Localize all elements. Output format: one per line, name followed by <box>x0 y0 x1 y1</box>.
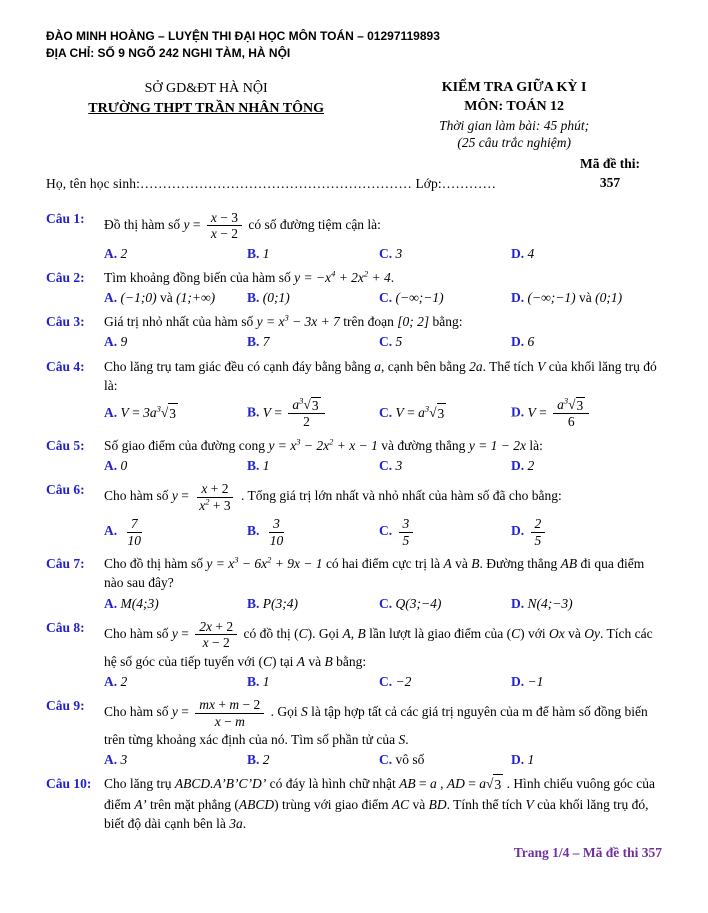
option-letter: D. <box>511 752 525 768</box>
option-letter: A. <box>104 245 118 261</box>
option-letter: D. <box>511 523 525 539</box>
question-options <box>104 332 662 351</box>
question-body <box>104 480 662 549</box>
question <box>46 312 662 351</box>
student-name-dots: …………………………………………………… <box>139 175 412 191</box>
option-value: P(3;4) <box>262 595 298 611</box>
exam-code: 357 <box>599 175 621 191</box>
radical-sign: √ <box>486 776 494 792</box>
option-b <box>247 594 379 613</box>
option-letter: C. <box>379 405 393 421</box>
question-text: Đồ thị hàm số y = $\frac{x - 3}{x - 2}$ có số đường tiệm cận là: <box>104 209 381 242</box>
question-number: Câu 4: <box>46 358 85 374</box>
option-b <box>247 456 379 475</box>
option-a <box>104 403 247 423</box>
question-text: Cho hàm số y = $\frac{x + 2}{x^2 + 3}$ . Tổng giá trị lớn nhất và nhỏ nhất của hàm số đã cho bằng: <box>104 481 562 513</box>
option-value: (0;1) <box>262 290 290 306</box>
coach-line-1: ĐÀO MINH HOÀNG – LUYỆN THI ĐẠI HỌC MÔN TOÁN – 01297119893 <box>46 29 440 43</box>
superscript: 3 <box>284 312 289 323</box>
radical-sign: √ <box>429 405 437 421</box>
fraction: $\frac{3}{5}$ <box>399 516 414 548</box>
superscript: 3 <box>563 395 569 406</box>
option-d <box>511 750 662 769</box>
student-name-line <box>46 174 558 193</box>
option-value: 6 <box>527 334 535 350</box>
option-value: (−1;0) và (1;+∞) <box>120 290 216 306</box>
question <box>46 696 662 769</box>
option-d <box>511 332 662 351</box>
option-value: 3 <box>120 752 128 768</box>
option-letter: C. <box>379 290 393 306</box>
option-letter: D. <box>511 458 525 474</box>
question-number: Câu 10: <box>46 776 92 792</box>
option-letter: C. <box>379 673 393 689</box>
option-b <box>247 396 379 431</box>
question <box>46 480 662 549</box>
exam-title: KIỂM TRA GIỮA KỲ I <box>441 79 587 95</box>
question-text: Cho hàm số y = $\frac{2x + 2}{x - 2}$ có đồ thị (C). Gọi A, B lần lượt là giao điểm của (C) với Ox và Oy. Tích các hệ số góc của tiếp tuyến với (C) tại A và B bằng: <box>104 618 653 669</box>
option-letter: A. <box>104 752 118 768</box>
question-options <box>104 594 662 613</box>
question <box>46 774 662 832</box>
option-letter: D. <box>511 404 525 420</box>
superscript: 2 <box>363 268 369 279</box>
option-b <box>247 288 379 307</box>
option-value: 5 <box>395 334 403 350</box>
question <box>46 268 662 307</box>
option-letter: B. <box>247 404 260 420</box>
option-a <box>104 244 247 263</box>
question-options <box>104 456 662 475</box>
question-body <box>104 209 662 263</box>
option-value: Q(3;−4) <box>395 595 442 611</box>
question-options <box>104 244 662 263</box>
option-letter: C. <box>379 752 393 768</box>
question-text: Cho lăng trụ tam giác đều có cạnh đáy bằng bằng a, cạnh bên bằng 2a. Thể tích V của khối lăng trụ đó là: <box>104 358 657 393</box>
fraction: $\frac{x + 2}{x^2 + 3}$ <box>199 481 231 513</box>
option-letter: A. <box>104 405 118 421</box>
option-letter: C. <box>379 595 393 611</box>
questions-list <box>46 209 662 833</box>
question-options <box>104 396 662 431</box>
option-letter: B. <box>247 752 260 768</box>
option-letter: A. <box>104 595 118 611</box>
option-letter: C. <box>379 523 393 539</box>
question-options <box>104 288 662 307</box>
radical-sign: √ <box>303 396 311 412</box>
option-value: 2 <box>120 673 128 689</box>
option-value: $V = 3a^3$ √ 3 <box>121 405 179 420</box>
question-text: Giá trị nhỏ nhất của hàm số $y = x^3 - 3x + 7$ trên đoạn [0; 2] bằng: <box>104 312 463 330</box>
option-d <box>511 672 662 691</box>
option-letter: C. <box>379 458 393 474</box>
header-right <box>366 79 662 152</box>
option-b <box>247 750 379 769</box>
fraction: $a^3$ √ 3 2 <box>288 397 324 430</box>
option-a <box>104 594 247 613</box>
option-value: $V = a^3$ √ 3 <box>396 405 447 420</box>
exam-subject: MÔN: TOÁN 12 <box>464 98 565 114</box>
question <box>46 209 662 263</box>
header-left <box>46 79 366 152</box>
question <box>46 357 662 431</box>
option-value: 1 <box>262 458 270 474</box>
question-number: Câu 6: <box>46 482 85 498</box>
option-letter: D. <box>511 673 525 689</box>
square-root: √ 3 <box>486 774 503 794</box>
question-text: Cho đồ thị hàm số $y = x^3 - 6x^2 + 9x - 1$ có hai điểm cực trị là A và B. Đường thẳng AB đi qua điểm nào sau đây? <box>104 554 645 591</box>
option-c <box>379 332 511 351</box>
superscript: 3 <box>424 403 430 414</box>
question-body <box>104 618 662 691</box>
superscript: 3 <box>299 395 304 406</box>
question-text: Tìm khoảng đồng biến của hàm số $y = -x^4 + 2x^2 + 4$. <box>104 268 395 285</box>
option-letter: B. <box>247 290 260 306</box>
question-body <box>104 312 662 351</box>
question-number: Câu 2: <box>46 269 85 285</box>
option-b <box>247 515 379 549</box>
option-b <box>247 332 379 351</box>
square-root: √ 3 <box>161 403 178 423</box>
option-value: 2 <box>120 245 128 261</box>
option-value: 0 <box>120 458 128 474</box>
option-letter: D. <box>511 334 525 350</box>
option-c <box>379 750 511 769</box>
option-value: 9 <box>120 334 128 350</box>
fraction: $\frac{2}{5}$ <box>531 516 546 548</box>
question-number: Câu 9: <box>46 698 85 714</box>
option-value <box>528 516 549 548</box>
option-letter: C. <box>379 334 393 350</box>
option-letter: B. <box>247 523 260 539</box>
fraction: $\frac{7}{10}$ <box>127 516 141 548</box>
question-text: Cho lăng trụ ABCD.A’B’C’D’ có đáy là hình chữ nhật AB = a , AD = a √ 3 . Hình chiếu vuông góc của điểm A’ trên mặt phẳng (ABCD) trùng với giao điểm AC và BD. Tính thể tích V của khối lăng trụ đó, biết độ dài cạnh bên là 3a. <box>104 776 656 831</box>
option-value: 7 <box>262 334 270 350</box>
option-a <box>104 672 247 691</box>
option-d <box>511 244 662 263</box>
option-value <box>121 516 149 548</box>
student-name-label: Họ, tên học sinh: <box>46 175 140 191</box>
option-letter: A. <box>104 673 118 689</box>
question-options <box>104 515 662 549</box>
question-number: Câu 3: <box>46 314 85 330</box>
square-root: √ 3 <box>303 396 319 413</box>
superscript: 2 <box>205 496 210 507</box>
superscript: 4 <box>331 268 336 279</box>
school-name: TRƯỜNG THPT TRẦN NHÂN TÔNG <box>88 100 324 116</box>
option-a <box>104 288 247 307</box>
option-letter: B. <box>247 458 260 474</box>
fraction: $\frac{2x + 2}{x - 2}$ <box>195 619 237 651</box>
option-value: 2 <box>262 752 270 768</box>
fraction: $\frac{mx + m - 2}{x - m}$ <box>195 697 264 729</box>
option-value: −1 <box>527 673 544 689</box>
coach-line-2: ĐỊA CHỈ: SỐ 9 NGÕ 242 NGHI TÀM, HÀ NỘI <box>46 46 291 61</box>
option-letter: D. <box>511 245 525 261</box>
option-c <box>379 594 511 613</box>
option-c <box>379 288 511 307</box>
student-class-dots: ………… <box>441 175 497 191</box>
superscript: 2 <box>267 554 272 565</box>
question-options <box>104 672 662 691</box>
question-body <box>104 774 662 832</box>
exam-note: (25 câu trắc nghiệm) <box>457 135 571 151</box>
option-value: −2 <box>395 673 412 689</box>
question-body <box>104 268 662 307</box>
radical-sign: √ <box>160 405 169 421</box>
option-value: V = $a^3$ √ 3 6 <box>528 405 593 420</box>
page-footer: Trang 1/4 – Mã đề thi 357 <box>513 845 662 860</box>
option-b <box>247 244 379 263</box>
option-letter: A. <box>104 523 118 539</box>
option-a <box>104 750 247 769</box>
question <box>46 618 662 691</box>
question-body <box>104 696 662 769</box>
option-value <box>396 516 417 548</box>
option-value: 1 <box>262 245 270 261</box>
option-letter: B. <box>247 245 260 261</box>
option-letter: D. <box>511 290 525 306</box>
exam-code-block <box>558 154 662 193</box>
option-value: 2 <box>527 458 535 474</box>
department-name: SỞ GD&ĐT HÀ NỘI <box>144 80 268 96</box>
option-a <box>104 332 247 351</box>
option-value: V = $a^3$ √ 3 2 <box>263 405 328 420</box>
option-letter: D. <box>511 595 525 611</box>
option-value: vô số <box>395 752 425 768</box>
coach-banner <box>46 28 662 63</box>
option-c <box>379 515 511 549</box>
option-b <box>247 672 379 691</box>
question <box>46 436 662 475</box>
question <box>46 554 662 612</box>
superscript: 2 <box>329 436 334 447</box>
option-c <box>379 403 511 423</box>
exam-header <box>46 79 662 152</box>
question-text: Số giao điểm của đường cong $y = x^3 - 2x^2 + x - 1$ và đường thẳng y = 1 − 2x là: <box>104 436 543 453</box>
fraction: $\frac{3}{10}$ <box>269 516 284 548</box>
option-c <box>379 244 511 263</box>
question-text: Cho hàm số y = $\frac{mx + m - 2}{x - m}$ . Gọi S là tập hợp tất cả các giá trị nguyên của m để hàm số đồng biến trên từng khoảng xác định của nó. Tìm số phần tử của S. <box>104 697 648 748</box>
option-value <box>263 516 291 548</box>
option-letter: A. <box>104 458 118 474</box>
option-letter: A. <box>104 334 118 350</box>
question-options <box>104 750 662 769</box>
question-body <box>104 436 662 475</box>
option-d <box>511 288 662 307</box>
option-d <box>511 396 662 431</box>
option-value: 1 <box>262 673 270 689</box>
option-letter: C. <box>379 245 393 261</box>
option-letter: B. <box>247 334 260 350</box>
option-a <box>104 515 247 549</box>
student-info-row <box>46 154 662 193</box>
option-letter: B. <box>247 595 260 611</box>
question-body <box>104 554 662 612</box>
option-value: (−∞;−1) và (0;1) <box>527 290 623 306</box>
superscript: 3 <box>234 554 239 565</box>
option-d <box>511 515 662 549</box>
option-value: 3 <box>395 458 403 474</box>
question-number: Câu 8: <box>46 619 85 635</box>
superscript: 3 <box>296 436 301 447</box>
option-d <box>511 594 662 613</box>
option-c <box>379 456 511 475</box>
radical-sign: √ <box>568 396 576 412</box>
exam-code-label: Mã đề thi: <box>580 155 640 171</box>
option-value: 1 <box>527 752 535 768</box>
question-number: Câu 1: <box>46 210 85 226</box>
option-a <box>104 456 247 475</box>
square-root: √ 3 <box>429 403 446 423</box>
student-class-label: Lớp: <box>415 175 442 191</box>
exam-duration: Thời gian làm bài: 45 phút; <box>439 117 590 133</box>
option-value: (−∞;−1) <box>395 290 444 306</box>
square-root: √ 3 <box>568 396 584 413</box>
fraction: $\frac{x - 3}{x - 2}$ <box>207 210 242 242</box>
option-value: 4 <box>527 245 535 261</box>
fraction: $a^3$ √ 3 6 <box>553 397 589 430</box>
option-letter: A. <box>104 290 118 306</box>
option-value: N(4;−3) <box>527 595 573 611</box>
superscript: 3 <box>156 403 161 414</box>
question-body <box>104 357 662 431</box>
option-d <box>511 456 662 475</box>
option-value: M(4;3) <box>120 595 159 611</box>
option-letter: B. <box>247 673 260 689</box>
option-c <box>379 672 511 691</box>
option-value: 3 <box>395 245 403 261</box>
question-number: Câu 7: <box>46 556 85 572</box>
question-number: Câu 5: <box>46 437 85 453</box>
